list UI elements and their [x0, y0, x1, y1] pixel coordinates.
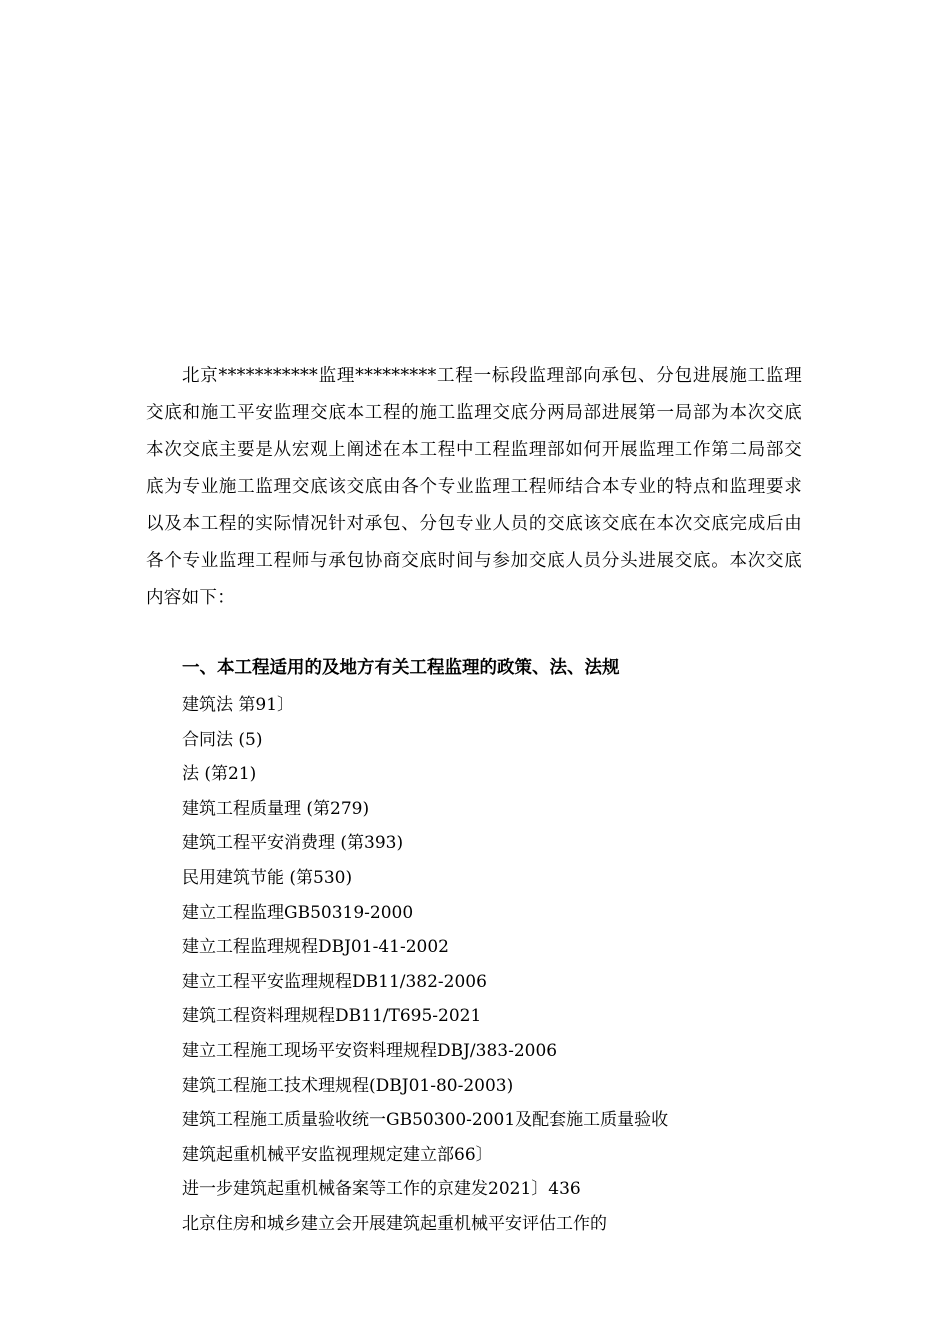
law-item: 建立工程施工现场平安资料理规程DBJ/383-2006 — [182, 1040, 558, 1061]
law-item: 建筑工程质量理 (第279) — [182, 798, 370, 819]
section-title: 一、本工程适用的及地方有关工程监理的政策、法、法规 — [182, 658, 620, 678]
law-item: 建立工程平安监理规程DB11/382-2006 — [182, 971, 487, 992]
law-item: 建立工程监理GB50319-2000 — [182, 902, 414, 923]
law-item: 建筑工程资料理规程DB11/T695-2021 — [182, 1006, 482, 1027]
law-item: 建筑法 第91〕 — [182, 695, 295, 715]
law-item: 建筑工程施工质量验收统一GB50300-2001及配套施工质量验收 — [182, 1110, 669, 1131]
intro-paragraph: 北京***********监理*********工程一标段监理部向承包、分包进展施工监理交底和施工平安监理交底本工程的施工监理交底分两局部进展第一局部为本次交底本次交底主要是从宏观上阐述在本工程中工程监理部如何开展监理工作第二局部交底为专业施工监理交底该交底由各个专业监理工程师结合本专业的特点和监理要求以及本工程的实际情况针对承包、分包专业人员的交底该交底在本次交底完成后由各个专业监理工程师与承包协商交底时间与参加交底人员分头进展交底。本次交底内容如下： — [146, 366, 802, 608]
law-item: 建筑工程施工技术理规程(DBJ01-80-2003) — [182, 1075, 514, 1096]
law-item: 建立工程监理规程DBJ01-41-2002 — [182, 937, 449, 958]
law-list — [182, 688, 668, 1242]
law-item: 进一步建筑起重机械备案等工作的京建发2021〕436 — [182, 1179, 581, 1200]
law-item: 建筑起重机械平安监视理规定建立部66〕 — [182, 1144, 493, 1165]
law-item: 民用建筑节能 (第530) — [182, 867, 353, 888]
law-item: 合同法 (5) — [182, 729, 263, 750]
law-item: 建筑工程平安消费理 (第393) — [182, 833, 404, 854]
law-item: 法 (第21) — [182, 764, 257, 785]
law-item: 北京住房和城乡建立会开展建筑起重机械平安评估工作的 — [182, 1213, 607, 1234]
